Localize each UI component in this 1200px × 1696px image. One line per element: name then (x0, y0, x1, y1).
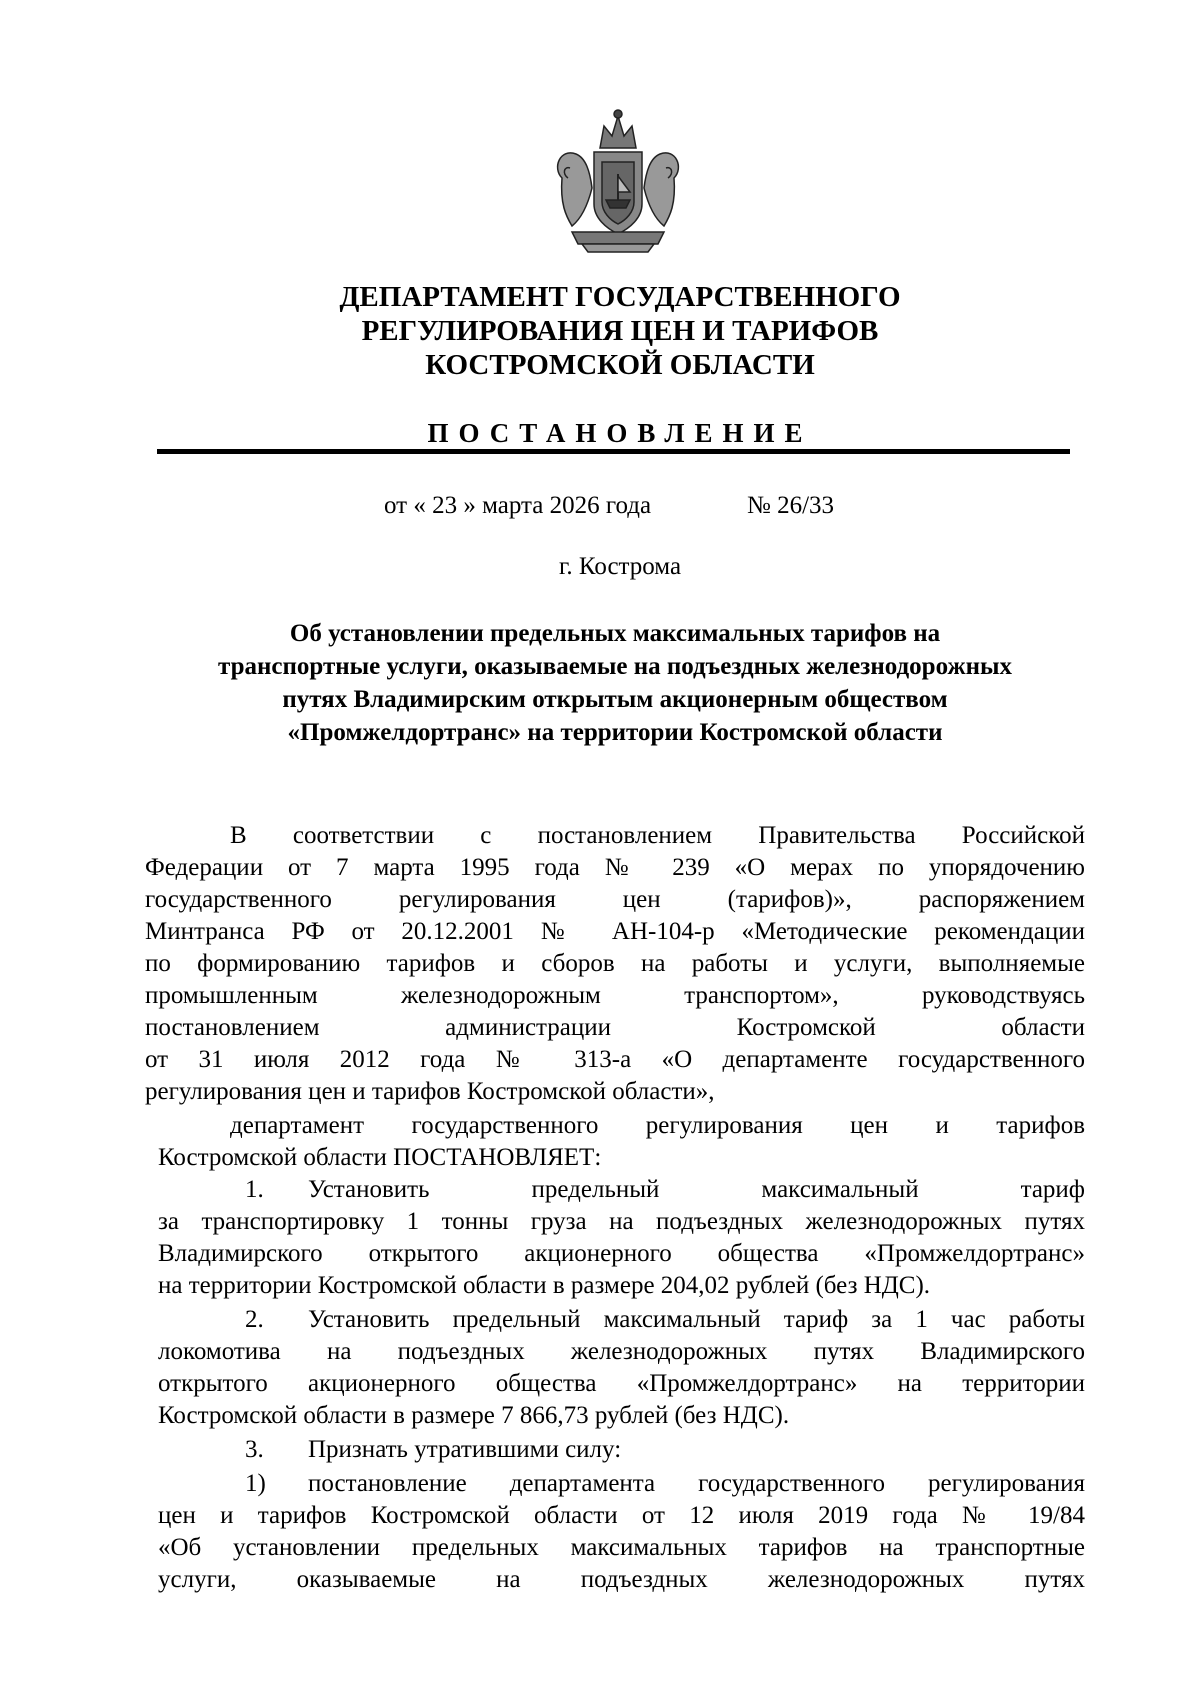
preamble-line: Минтранса РФ от 20.12.2001 № АН-104-р «Методические рекомендации (145, 918, 1085, 945)
document-type: ПОСТАНОВЛЕНИЕ (427, 418, 813, 448)
resolve-line: департамент государственного регулирования цен и тарифов (230, 1112, 1085, 1139)
subject-line: транспортные услуги, оказываемые на подъездных железнодорожных (217, 653, 1012, 680)
preamble-line: от 31 июля 2012 года № 313-а «О департаменте государственного (145, 1046, 1085, 1073)
document-subject (150, 617, 1080, 749)
preamble-line: Федерации от 7 марта 1995 года № 239 «О мерах по упорядочению (145, 854, 1085, 881)
item-2-line: открытого акционерного общества «Промжелдортранс» на территории (158, 1370, 1085, 1397)
preamble-line: постановлением администрации Костромской области (145, 1014, 1085, 1041)
preamble-line: В соответствии с постановлением Правительства Российской (230, 822, 1085, 849)
item-1-line: Владимирского открытого акционерного общества «Промжелдортранс» (158, 1240, 1085, 1267)
header-divider (157, 449, 1070, 454)
subject-line: путях Владимирским открытым акционерным обществом (282, 686, 948, 713)
subitem-1-line: услуги, оказываемые на подъездных железнодорожных путях (158, 1566, 1085, 1593)
item-1-line: за транспортировку 1 тонны груза на подъездных железнодорожных путях (158, 1208, 1085, 1235)
department-title-line-2: РЕГУЛИРОВАНИЯ ЦЕН И ТАРИФОВ (361, 315, 879, 347)
coat-of-arms-emblem (542, 108, 694, 256)
resolve-line: Костромской области ПОСТАНОВЛЯЕТ: (158, 1144, 602, 1171)
preamble-line: промышленным железнодорожным транспортом», руководствуясь (145, 982, 1085, 1009)
item-2-line: Костромской области в размере 7 866,73 рублей (без НДС). (158, 1402, 790, 1429)
item-2-line: локомотива на подъездных железнодорожных путях Владимирского (158, 1338, 1085, 1365)
item-1-number: 1. (245, 1176, 264, 1203)
subitem-1-line: «Об установлении предельных максимальных тарифов на транспортные (158, 1534, 1085, 1561)
department-title-line-3: КОСТРОМСКОЙ ОБЛАСТИ (425, 349, 815, 381)
subject-line: «Промжелдортранс» на территории Костромской области (287, 719, 943, 746)
item-1-line: Установить предельный максимальный тариф (308, 1176, 1085, 1203)
department-title-line-1: ДЕПАРТАМЕНТ ГОСУДАРСТВЕННОГО (339, 281, 901, 313)
document-date: от « 23 » марта 2026 года (384, 492, 652, 519)
subject-line: Об установлении предельных максимальных тарифов на (289, 620, 941, 647)
subitem-1-line: цен и тарифов Костромской области от 12 июля 2019 года № 19/84 (158, 1502, 1085, 1529)
preamble-line: государственного регулирования цен (тарифов)», распоряжением (145, 886, 1085, 913)
item-2-number: 2. (245, 1306, 264, 1333)
item-1-line: на территории Костромской области в размере 204,02 рублей (без НДС). (158, 1272, 931, 1299)
item-3-number: 3. (245, 1436, 264, 1463)
subitem-1-number: 1) (245, 1470, 266, 1497)
item-2-line: Установить предельный максимальный тариф за 1 час работы (308, 1306, 1085, 1333)
item-3-line: Признать утратившими силу: (308, 1436, 622, 1463)
preamble-line: регулирования цен и тарифов Костромской области», (145, 1078, 715, 1105)
department-title (160, 280, 1080, 382)
document-number: № 26/33 (747, 492, 835, 519)
subitem-1-line: постановление департамента государственного регулирования (308, 1470, 1085, 1497)
document-city: г. Кострома (558, 553, 682, 580)
preamble-line: по формированию тарифов и сборов на работы и услуги, выполняемые (145, 950, 1085, 977)
